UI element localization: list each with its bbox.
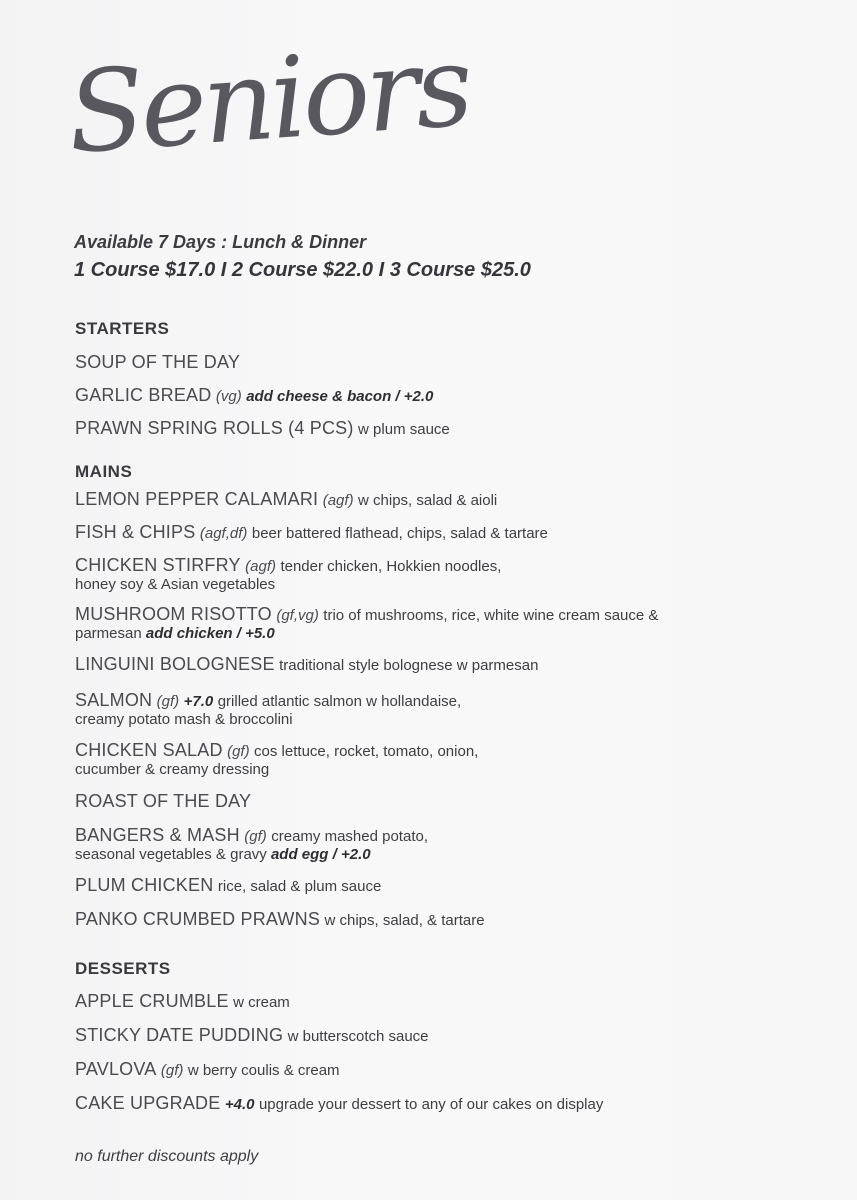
item-name: CAKE UPGRADE [75, 1093, 221, 1113]
item-description: w chips, salad, & tartare [324, 912, 485, 929]
item-description: beer battered flathead, chips, salad & tartare [251, 525, 548, 542]
item-price-addon: +7.0 [183, 693, 214, 710]
item-name: SOUP OF THE DAY [75, 352, 241, 372]
menu-item [75, 1060, 775, 1080]
item-description: cos lettuce, rocket, tomato, onion, [254, 743, 479, 760]
item-name: SALMON [75, 690, 153, 710]
menu-item [75, 523, 775, 543]
menu-item [75, 386, 775, 406]
item-name: STICKY DATE PUDDING [75, 1025, 284, 1045]
footer-note: no further discounts apply [75, 1148, 259, 1165]
item-description: w cream [233, 994, 290, 1011]
dietary-tag: (agf) [245, 558, 276, 575]
item-name: BANGERS & MASH [75, 825, 240, 845]
menu-item [75, 691, 775, 729]
item-description: tender chicken, Hokkien noodles, [280, 558, 502, 575]
item-name: PANKO CRUMBED PRAWNS [75, 909, 321, 929]
item-name: LEMON PEPPER CALAMARI [75, 489, 319, 509]
menu-item [75, 741, 775, 779]
item-description: w butterscotch sauce [287, 1028, 429, 1045]
item-description: upgrade your dessert to any of our cakes on display [258, 1096, 604, 1113]
dietary-tag: (gf) [227, 743, 250, 760]
availability-text: Available 7 Days : Lunch & Dinner [74, 232, 367, 252]
item-name: CHICKEN SALAD [75, 740, 223, 760]
item-description-continued [75, 625, 775, 643]
item-name: PAVLOVA [75, 1059, 157, 1079]
section-heading-starters: STARTERS [75, 319, 170, 338]
item-name: PLUM CHICKEN [75, 875, 214, 895]
dietary-tag: (gf) [160, 1062, 184, 1079]
item-addon: add cheese & bacon / +2.0 [246, 388, 434, 405]
menu-item [75, 353, 775, 373]
item-description: trio of mushrooms, rice, white wine cream sauce & [323, 607, 659, 624]
item-description: w plum sauce [358, 421, 450, 438]
course-prices: 1 Course $17.0 I 2 Course $22.0 I 3 Course $25.0 [74, 259, 531, 281]
menu-item [75, 605, 775, 643]
item-addon: add chicken / +5.0 [145, 625, 275, 642]
item-description-continued [75, 846, 775, 864]
item-description: w berry coulis & cream [187, 1062, 340, 1079]
menu-item [75, 1094, 775, 1114]
item-description: grilled atlantic salmon w hollandaise, [217, 693, 462, 710]
dietary-tag: (gf,vg) [276, 607, 319, 624]
section-heading-mains: MAINS [75, 462, 133, 481]
item-name: FISH & CHIPS [75, 522, 196, 542]
dietary-tag: (gf) [156, 693, 180, 710]
menu-item [75, 910, 775, 930]
dietary-tag: (gf) [244, 828, 267, 845]
item-name: MUSHROOM RISOTTO [75, 604, 272, 624]
item-description-continued: cucumber & creamy dressing [75, 761, 270, 778]
menu-item [75, 792, 775, 812]
item-description-continued: honey soy & Asian vegetables [75, 576, 276, 593]
item-name: CHICKEN STIRFRY [75, 555, 241, 575]
item-name: GARLIC BREAD [75, 385, 212, 405]
item-description: w chips, salad & aioli [358, 492, 498, 509]
item-description-continued: creamy potato mash & broccolini [75, 711, 293, 728]
menu-item [75, 490, 775, 510]
menu-item [75, 556, 775, 594]
dietary-tag: (agf,df) [199, 525, 248, 542]
item-description: rice, salad & plum sauce [217, 878, 382, 895]
menu-title: Seniors [63, 21, 474, 179]
description-text: parmesan [75, 625, 142, 642]
dietary-tag: (vg) [215, 388, 242, 405]
menu-item [75, 655, 775, 675]
menu-item [75, 1026, 775, 1046]
item-description: traditional style bolognese w parmesan [279, 657, 539, 674]
menu-item [75, 876, 775, 896]
menu-item [75, 826, 775, 864]
item-name: ROAST OF THE DAY [75, 791, 252, 811]
item-addon: add egg / +2.0 [270, 846, 371, 863]
item-description: creamy mashed potato, [271, 828, 428, 845]
dietary-tag: (agf) [322, 492, 354, 509]
section-heading-desserts: DESSERTS [75, 959, 171, 978]
item-price-addon: +4.0 [224, 1096, 255, 1113]
item-name: LINGUINI BOLOGNESE [75, 654, 275, 674]
item-name: PRAWN SPRING ROLLS (4 PCS) [75, 418, 354, 438]
menu-item [75, 992, 775, 1012]
menu-item [75, 419, 775, 439]
item-name: APPLE CRUMBLE [75, 991, 229, 1011]
description-text: seasonal vegetables & gravy [75, 846, 267, 863]
